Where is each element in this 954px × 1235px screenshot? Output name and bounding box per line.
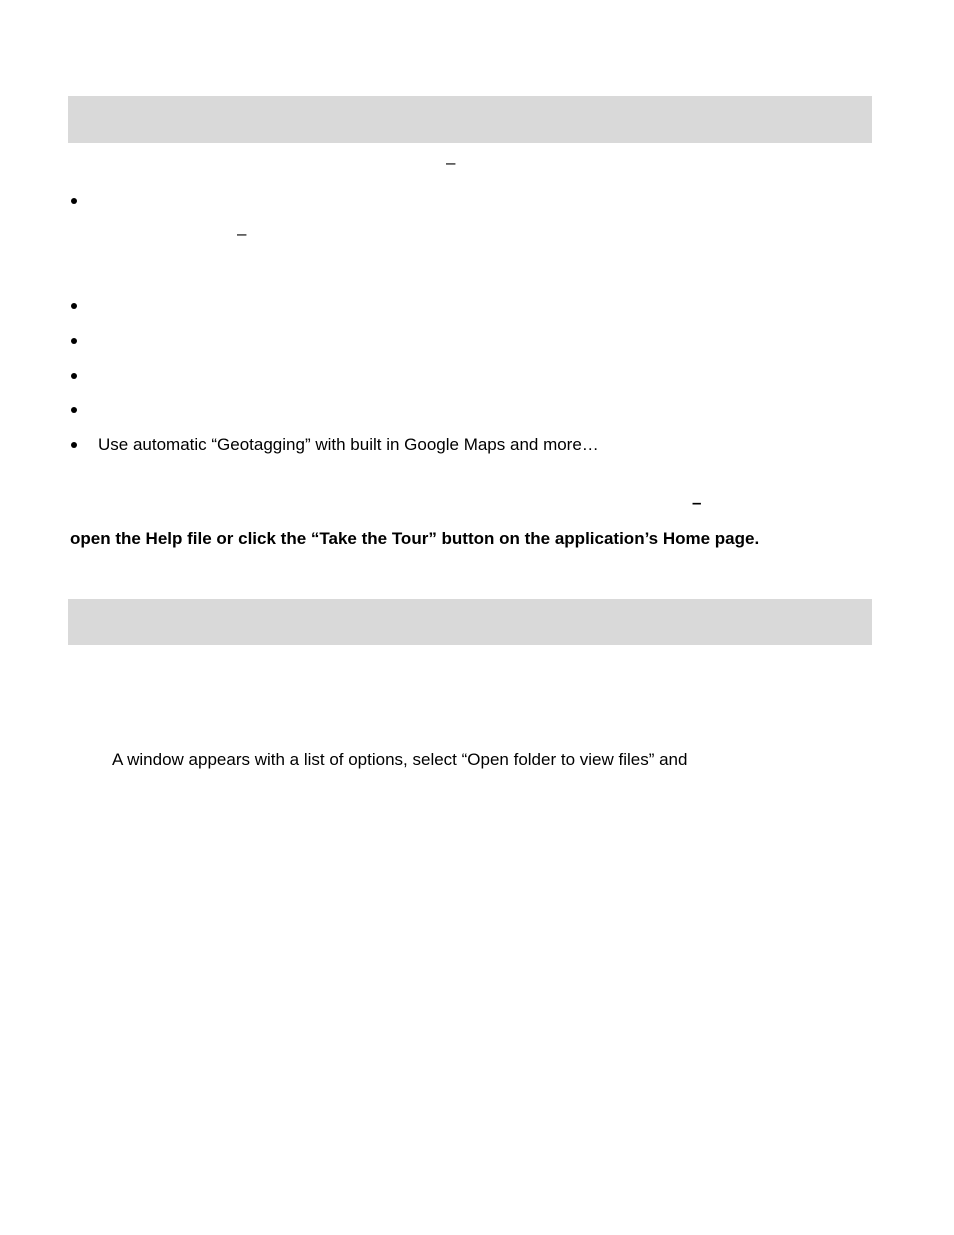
dash-glyph: – <box>692 493 702 512</box>
dash-glyph: – <box>237 224 247 243</box>
list-item-geotagging: Use automatic “Geotagging” with built in Google Maps and more… <box>98 435 599 454</box>
section-header-band <box>68 599 872 645</box>
section-header-band <box>68 96 872 143</box>
help-note: open the Help file or click the “Take the Tour” button on the application’s Home page. <box>70 529 760 548</box>
step-instruction: A window appears with a list of options, select “Open folder to view files” and <box>112 750 688 769</box>
dash-glyph: – <box>446 153 456 172</box>
